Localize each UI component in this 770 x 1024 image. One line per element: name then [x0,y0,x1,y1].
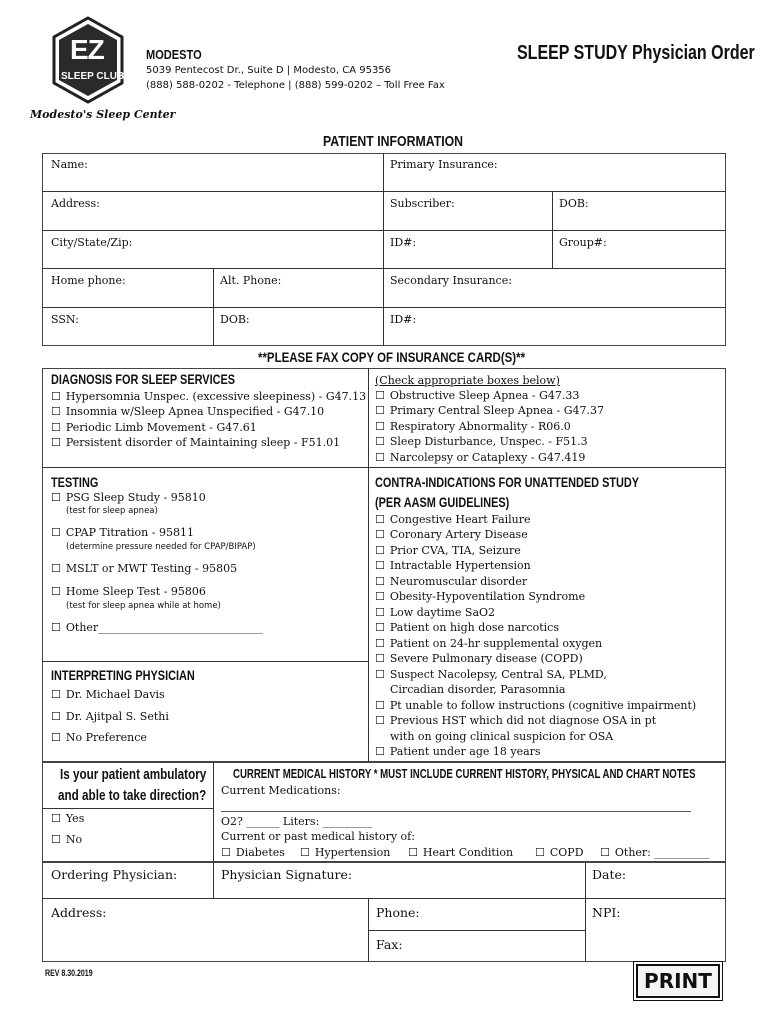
contra-option[interactable]: ☐ Coronary Artery Disease [375,528,528,541]
ambulatory-question-line1: Is your patient ambulatory [60,766,207,783]
history-diabetes-checkbox[interactable]: ☐ Diabetes [221,846,285,859]
diagnosis-option[interactable]: ☐ Hypersomnia Unspec. (excessive sleepiness) - G47.13 [51,390,366,403]
logo [50,16,126,104]
diagnosis-heading: DIAGNOSIS FOR SLEEP SERVICES [51,371,236,387]
patient-heading: PATIENT INFORMATION [323,133,464,150]
primary-insurance-field[interactable]: Primary Insurance: [390,158,498,171]
contra-option[interactable]: ☐ Severe Pulmonary disease (COPD) [375,652,583,665]
logo-ez: EZ [70,34,104,65]
contra-option[interactable]: ☐ Prior CVA, TIA, Seizure [375,544,521,557]
alt-phone-field[interactable]: Alt. Phone: [220,274,282,287]
past-history-label: Current or past medical history of: [221,830,415,843]
contra-option[interactable]: ☐ Pt unable to follow instructions (cognitive impairment) [375,699,696,712]
contra-option[interactable]: ☐ Intractable Hypertension [375,559,531,572]
diagnosis-option[interactable]: ☐ Respiratory Abnormality - R06.0 [375,420,571,433]
home-test-option[interactable]: ☐ Home Sleep Test - 95806 [51,585,206,598]
diagnosis-option[interactable]: ☐ Narcolepsy or Cataplexy - G47.419 [375,451,585,464]
id-field[interactable]: ID#: [390,236,417,249]
diagnosis-option[interactable]: ☐ Primary Central Sleep Apnea - G47.37 [375,404,604,417]
secondary-insurance-field[interactable]: Secondary Insurance: [390,274,512,287]
patient-info-table [42,153,726,346]
contra-option[interactable]: ☐ Obesity-Hypoventilation Syndrome [375,590,585,603]
clinic-phones: (888) 588-0202 - Telephone | (888) 599-0202 – Toll Free Fax [146,80,445,91]
name-field[interactable]: Name: [51,158,88,171]
diagnosis-option[interactable]: ☐ Persistent disorder of Maintaining sleep - F51.01 [51,436,340,449]
revision-label: REV 8.30.2019 [45,968,93,978]
diagnosis-option[interactable]: ☐ Obstructive Sleep Apnea - G47.33 [375,389,579,402]
contra-option-continued: with on going clinical suspicion for OSA [390,730,614,743]
cpap-note: (determine pressure needed for CPAP/BIPAP) [66,542,256,552]
ambulatory-yes-checkbox[interactable]: ☐ Yes [51,812,84,825]
contra-subheading: (PER AASM GUIDELINES) [375,494,510,510]
form-title: SLEEP STUDY Physician Order [517,42,755,64]
physician-option-no-preference[interactable]: ☐ No Preference [51,731,147,744]
secondary-id-field[interactable]: ID#: [390,313,417,326]
ambulatory-no-checkbox[interactable]: ☐ No [51,833,82,846]
o2-liters-field[interactable]: O2? ______ Liters: _________ [221,815,373,828]
city-state-zip-field[interactable]: City/State/Zip: [51,236,133,249]
history-hypertension-checkbox[interactable]: ☐ Hypertension [300,846,390,859]
home-test-note: (test for sleep apnea while at home) [66,601,221,611]
fax-field[interactable]: Fax: [376,937,403,952]
contra-option[interactable]: ☐ Neuromuscular disorder [375,575,527,588]
psg-note: (test for sleep apnea) [66,506,158,516]
cpap-test-option[interactable]: ☐ CPAP Titration - 95811 [51,526,194,539]
clinic-address: 5039 Pentecost Dr., Suite D | Modesto, CA 95356 [146,65,392,76]
patient-dob-field[interactable]: DOB: [220,313,250,326]
ssn-field[interactable]: SSN: [51,313,79,326]
diagnosis-note: (Check appropriate boxes below) [375,374,560,387]
address-field[interactable]: Address: [51,197,100,210]
mslt-test-option[interactable]: ☐ MSLT or MWT Testing - 95805 [51,562,237,575]
fax-note: **PLEASE FAX COPY OF INSURANCE CARD(S)** [258,349,526,365]
tagline: Modesto's Sleep Center [30,108,176,121]
diagnosis-option[interactable]: ☐ Sleep Disturbance, Unspec. - F51.3 [375,435,588,448]
ordering-physician-field[interactable]: Ordering Physician: [51,867,178,882]
contra-option[interactable]: ☐ Congestive Heart Failure [375,513,531,526]
location-label: MODESTO [146,47,202,62]
current-medications-label: Current Medications: [221,784,341,797]
history-heart-checkbox[interactable]: ☐ Heart Condition [408,846,513,859]
physician-option-davis[interactable]: ☐ Dr. Michael Davis [51,688,165,701]
npi-field[interactable]: NPI: [592,905,621,920]
date-field[interactable]: Date: [592,867,627,882]
other-test-option[interactable]: ☐ Other______________________________ [51,621,263,634]
logo-sleep-club: SLEEP CLUB [61,71,125,82]
contra-option[interactable]: ☐ Patient on 24-hr supplemental oxygen [375,637,602,650]
home-phone-field[interactable]: Home phone: [51,274,126,287]
history-heading: CURRENT MEDICAL HISTORY * MUST INCLUDE CURRENT HISTORY, PHYSICAL AND CHART NOTES [233,766,696,781]
physician-option-sethi[interactable]: ☐ Dr. Ajitpal S. Sethi [51,710,169,723]
group-field[interactable]: Group#: [559,236,607,249]
subscriber-field[interactable]: Subscriber: [390,197,455,210]
contra-option[interactable]: ☐ Patient on high dose narcotics [375,621,559,634]
physician-signature-field[interactable]: Physician Signature: [221,867,353,882]
history-other-checkbox[interactable]: ☐ Other: __________ [600,846,709,859]
physician-address-field[interactable]: Address: [51,905,107,920]
phone-field[interactable]: Phone: [376,905,420,920]
medications-input-line[interactable] [221,811,691,812]
subscriber-dob-field[interactable]: DOB: [559,197,589,210]
contra-option[interactable]: ☐ Low daytime SaO2 [375,606,495,619]
ambulatory-question-line2: and able to take direction? [58,787,207,804]
contra-heading: CONTRA-INDICATIONS FOR UNATTENDED STUDY [375,474,640,490]
contra-option[interactable]: ☐ Patient under age 18 years [375,745,541,758]
print-button[interactable]: PRINT [636,964,720,998]
contra-option[interactable]: ☐ Previous HST which did not diagnose OSA in pt [375,714,656,727]
testing-heading: TESTING [51,474,99,490]
psg-test-option[interactable]: ☐ PSG Sleep Study - 95810 [51,491,206,504]
history-copd-checkbox[interactable]: ☐ COPD [535,846,584,859]
contra-option[interactable]: ☐ Suspect Nacolepsy, Central SA, PLMD, [375,668,607,681]
diagnosis-option[interactable]: ☐ Periodic Limb Movement - G47.61 [51,421,257,434]
diagnosis-option[interactable]: ☐ Insomnia w/Sleep Apnea Unspecified - G47.10 [51,405,324,418]
physician-heading: INTERPRETING PHYSICIAN [51,667,195,683]
contra-option-continued: Circadian disorder, Parasomnia [390,683,566,696]
